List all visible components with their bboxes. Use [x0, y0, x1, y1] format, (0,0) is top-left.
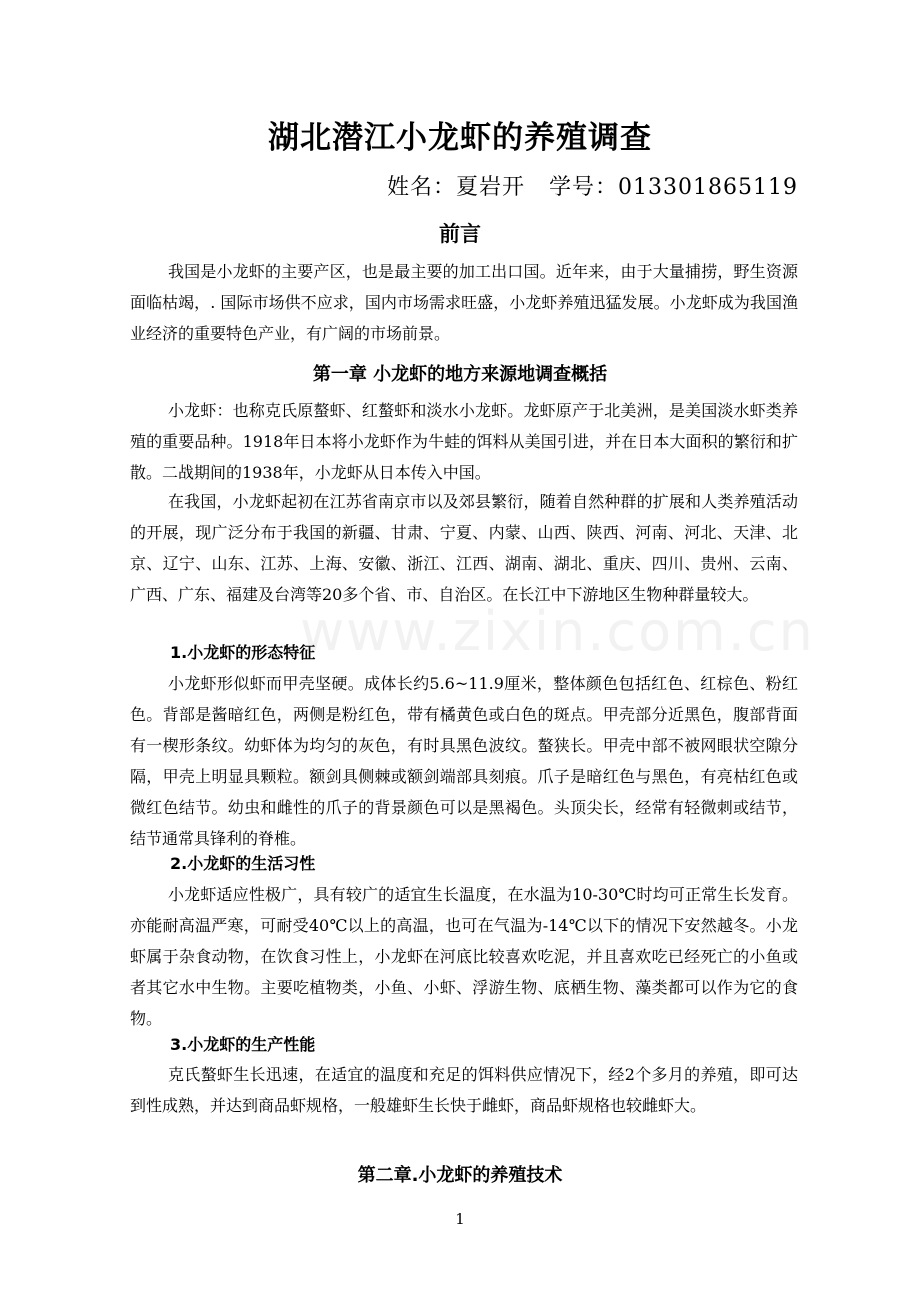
section3-paragraph: 克氏螯虾生长迅速，在适宜的温度和充足的饵料供应情况下，经2个多月的养殖，即可达到性成熟，并达到商品虾规格，一般雄虾生长快于雌虾，商品虾规格也较雌虾大。	[130, 1065, 798, 1115]
preface-heading: 前言	[439, 222, 481, 246]
watermark: www.zixin.com.cn	[300, 600, 815, 663]
chapter1-heading: 第一章 小龙虾的地方来源地调查概括	[312, 364, 608, 385]
document-title: 湖北潜江小龙虾的养殖调查	[268, 120, 652, 156]
chapter2-heading: 第二章.小龙虾的养殖技术	[357, 1165, 563, 1186]
chapter1-paragraph-1: 小龙虾：也称克氏原螯虾、红螯虾和淡水小龙虾。龙虾原产于北美洲，是美国淡水虾类养殖的重要品种。1918年日本将小龙虾作为牛蛙的饵料从美国引进，并在日本大面积的繁衍和扩散。二战期间的1938年，小龙虾从日本传入中国。	[130, 401, 798, 482]
preface-paragraph: 我国是小龙虾的主要产区，也是最主要的加工出口国。近年来，由于大量捕捞，野生资源面临枯竭，. 国际市场供不应求，国内市场需求旺盛，小龙虾养殖迅猛发展。小龙虾成为我国渔业经济的重要特色产业，有广阔的市场前景。	[130, 262, 798, 343]
author-line: 姓名：夏岩开 学号：013301865119	[387, 175, 798, 200]
section2-heading: 2.小龙虾的生活习性	[170, 854, 316, 873]
page-number: 1	[455, 1210, 465, 1228]
section1-heading: 1.小龙虾的形态特征	[170, 643, 316, 662]
section3-heading: 3.小龙虾的生产性能	[170, 1035, 316, 1054]
section1-paragraph: 小龙虾形似虾而甲壳坚硬。成体长约5.6~11.9厘米，整体颜色包括红色、红棕色、粉红色。背部是酱暗红色，两侧是粉红色，带有橘黄色或白色的斑点。甲壳部分近黑色，腹部背面有一楔形条纹。幼虾体为均匀的灰色，有时具黑色波纹。螯狭长。甲壳中部不被网眼状空隙分隔，甲壳上明显具颗粒。额剑具侧棘或额剑端部具刻痕。爪子是暗红色与黑色，有亮枯红色或微红色结节。幼虫和雌性的爪子的背景颜色可以是黑褐色。头顶尖长，经常有轻微刺或结节，结节通常具锋利的脊椎。	[130, 674, 798, 848]
section2-paragraph: 小龙虾适应性极广，具有较广的适宜生长温度，在水温为10-30℃时均可正常生长发育。亦能耐高温严寒，可耐受40℃以上的高温，也可在气温为-14℃以下的情况下安然越冬。小龙虾属于杂食动物，在饮食习性上，小龙虾在河底比较喜欢吃泥，并且喜欢吃已经死亡的小鱼或者其它水中生物。主要吃植物类，小鱼、小虾、浮游生物、底栖生物、藻类都可以作为它的食物。	[130, 885, 798, 1028]
chapter1-paragraph-2: 在我国，小龙虾起初在江苏省南京市以及郊县繁衍，随着自然种群的扩展和人类养殖活动的开展，现广泛分布于我国的新疆、甘肃、宁夏、内蒙、山西、陕西、河南、河北、天津、北京、辽宁、山东、江苏、上海、安徽、浙江、江西、湖南、湖北、重庆、四川、贵州、云南、广西、广东、福建及台湾等20多个省、市、自治区。在长江中下游地区生物种群量较大。	[130, 492, 798, 604]
